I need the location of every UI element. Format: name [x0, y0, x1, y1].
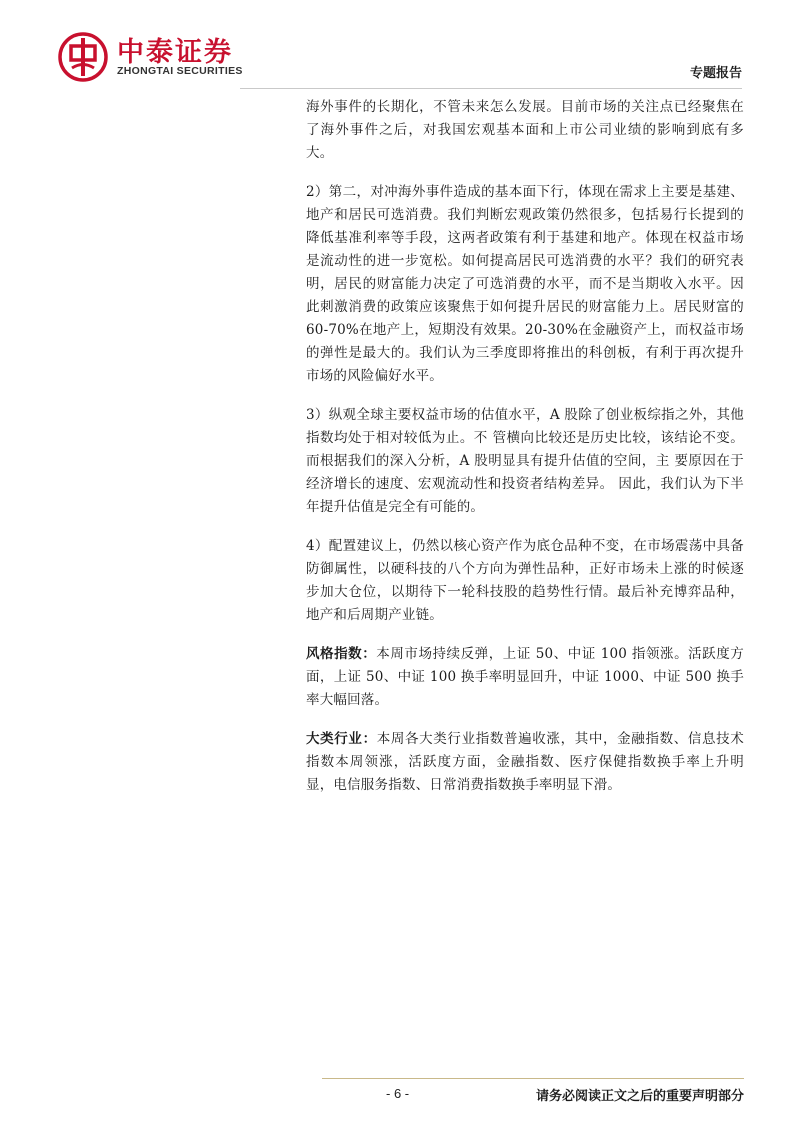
paragraph — [306, 404, 744, 519]
page-header — [0, 0, 802, 92]
paragraph-text: 4）配置建议上，仍然以核心资产作为底仓品种不变，在市场震荡中具备防御属性，以硬科技的八个方向为弹性品种，正好市场未上涨的时候逐步加大仓位，以期待下一轮科技股的趋势性行情。最后补充博弈品种，地产和后周期产业链。 — [306, 538, 744, 623]
paragraph-text: 2）第二，对冲海外事件造成的基本面下行，体现在需求上主要是基建、地产和居民可选消费。我们判断宏观政策仍然很多，包括易行长提到的降低基准利率等手段，这两者政策有利于基建和地产。体现在权益市场是流动性的进一步宽松。如何提高居民可选消费的水平？我们的研究表明，居民的财富能力决定了可选消费的水平，而不是当期收入水平。因此刺激消费的政策应该聚焦于如何提升居民的财富能力上。居民财富的60-70%在地产上，短期没有效果。20-30%在金融资产上，而权益市场的弹性是最大的。我们认为三季度即将推出的科创板，有利于再次提升市场的风险偏好水平。 — [306, 184, 744, 384]
brand-name-en: ZHONGTAI SECURITIES — [117, 65, 243, 77]
header-divider — [240, 88, 742, 89]
report-type-label: 专题报告 — [689, 66, 742, 81]
paragraph-text: 海外事件的长期化，不管未来怎么发展。目前市场的关注点已经聚焦在了海外事件之后，对我国宏观基本面和上市公司业绩的影响到底有多大。 — [306, 99, 744, 161]
paragraph-text: 本周各大类行业指数普遍收涨，其中，金融指数、信息技术指数本周领涨，活跃度方面，金融指数、医疗保健指数换手率上升明显，电信服务指数、日常消费指数换手率明显下滑。 — [306, 731, 744, 793]
paragraph-style-index — [306, 643, 744, 712]
disclaimer-note: 请务必阅读正文之后的重要声明部分 — [535, 1089, 744, 1104]
paragraph-sector-index — [306, 728, 744, 797]
paragraph — [306, 181, 744, 388]
footer-divider — [322, 1078, 744, 1079]
page-number: - 6 - — [386, 1086, 410, 1101]
brand-name-cn: 中泰证券 — [117, 37, 233, 68]
report-body — [306, 96, 744, 813]
paragraph-text: 3）纵观全球主要权益市场的估值水平，A 股除了创业板综指之外，其他指数均处于相对较低为止。不 管横向比较还是历史比较，该结论不变。而根据我们的深入分析，A 股明显具有提升估值的空间，主 要原因在于经济增长的速度、宏观流动性和投资者结构差异。 因此，我们认为下半年提升估值是完全有可能的。 — [306, 407, 744, 515]
zhongtai-logo-icon — [58, 32, 108, 82]
paragraph-text: 本周市场持续反弹，上证 50、中证 100 指领涨。活跃度方面，上证 50、中证 100 换手率明显回升，中证 1000、中证 500 换手率大幅回落。 — [306, 646, 744, 708]
paragraph — [306, 535, 744, 627]
paragraph — [306, 96, 744, 165]
paragraph-lead: 风格指数： — [306, 646, 377, 662]
paragraph-lead: 大类行业： — [306, 731, 377, 747]
